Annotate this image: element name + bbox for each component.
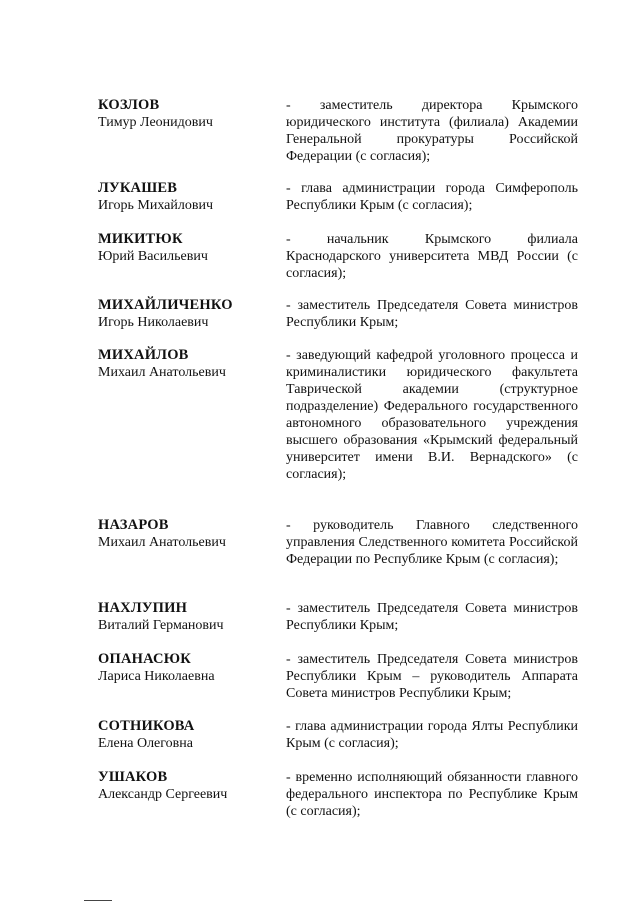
member-name bbox=[98, 600, 278, 634]
member-given-name: Елена Олеговна bbox=[98, 736, 193, 751]
member-surname: МИХАЙЛИЧЕНКО bbox=[98, 297, 233, 313]
footer-rule bbox=[84, 900, 112, 901]
member-given-name: Лариса Николаевна bbox=[98, 669, 215, 684]
member-surname: НАХЛУПИН bbox=[98, 600, 188, 616]
member-given-name: Виталий Германович bbox=[98, 618, 224, 633]
member-position: - временно исполняющий обязанности главного федерального инспектора по Республике Крым (с согласия); bbox=[286, 770, 578, 819]
member-surname: МИХАЙЛОВ bbox=[98, 347, 189, 363]
member-given-name: Михаил Анатольевич bbox=[98, 535, 226, 550]
member-name bbox=[98, 180, 278, 214]
member-position: - заместитель Председателя Совета министров Республики Крым; bbox=[286, 601, 578, 633]
member-given-name: Игорь Николаевич bbox=[98, 315, 209, 330]
member-position: - руководитель Главного следственного управления Следственного комитета Российской Федерации по Республике Крым (с согласия); bbox=[286, 518, 578, 567]
member-position: - глава администрации города Ялты Республики Крым (с согласия); bbox=[286, 719, 578, 751]
member-surname: УШАКОВ bbox=[98, 769, 168, 785]
member-given-name: Игорь Михайлович bbox=[98, 198, 213, 213]
member-position: - начальник Крымского филиала Краснодарского университета МВД России (с согласия); bbox=[286, 232, 578, 281]
member-surname: ЛУКАШЕВ bbox=[98, 180, 178, 196]
member-name bbox=[98, 347, 278, 381]
member-surname: КОЗЛОВ bbox=[98, 97, 160, 113]
member-surname: НАЗАРОВ bbox=[98, 517, 169, 533]
member-position: - заместитель Председателя Совета министров Республики Крым – руководитель Аппарата Совета министров Республики Крым; bbox=[286, 652, 578, 701]
member-name bbox=[98, 718, 278, 752]
member-name bbox=[98, 231, 278, 265]
member-surname: СОТНИКОВА bbox=[98, 718, 195, 734]
member-name bbox=[98, 651, 278, 685]
member-given-name: Александр Сергеевич bbox=[98, 787, 228, 802]
member-name bbox=[98, 97, 278, 131]
member-name bbox=[98, 297, 278, 331]
member-given-name: Юрий Васильевич bbox=[98, 249, 208, 264]
member-position: - глава администрации города Симферополь Республики Крым (с согласия); bbox=[286, 181, 578, 213]
member-given-name: Тимур Леонидович bbox=[98, 115, 213, 130]
member-given-name: Михаил Анатольевич bbox=[98, 365, 226, 380]
member-position: - заместитель Председателя Совета министров Республики Крым; bbox=[286, 298, 578, 330]
member-name bbox=[98, 517, 278, 551]
member-position: - заместитель директора Крымского юридического института (филиала) Академии Генеральной прокуратуры Российской Федерации (с согласия); bbox=[286, 98, 578, 164]
member-surname: МИКИТЮК bbox=[98, 231, 183, 247]
member-name bbox=[98, 769, 278, 803]
member-position: - заведующий кафедрой уголовного процесса и криминалистики юридического факультета Таврической академии (структурное подразделение) Федерального государственного автономного образовательного учреждения высшего образования «Крымский федеральный университет имени В.И. Вернадского» (с согласия); bbox=[286, 348, 578, 482]
member-surname: ОПАНАСЮК bbox=[98, 651, 191, 667]
